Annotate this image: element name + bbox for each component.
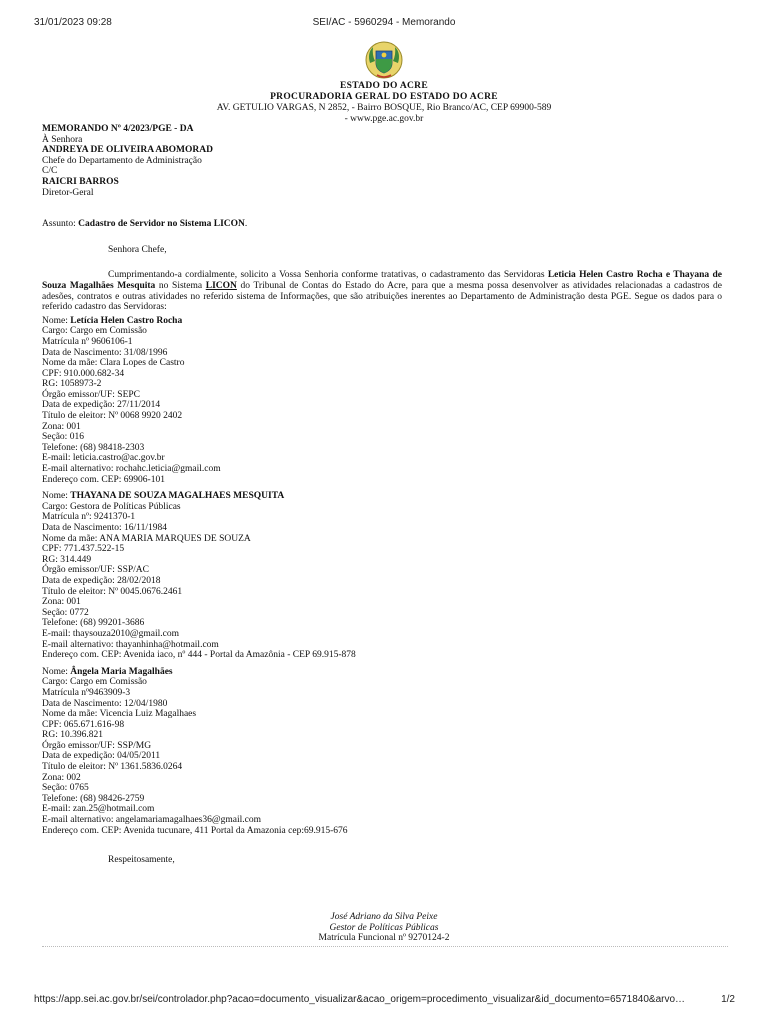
people-list <box>42 316 722 837</box>
letterhead-state: ESTADO DO ACRE <box>340 81 428 91</box>
person-name-label: Nome: <box>42 491 71 502</box>
cc-role: Diretor-Geral <box>42 187 94 198</box>
person-detail-line: Nome da mãe: Vicencia Luiz Magalhaes <box>42 709 197 720</box>
memo-content <box>42 124 722 866</box>
person-detail-line: E-mail: leticia.castro@ac.gov.br <box>42 453 165 464</box>
person-detail-line: Matrícula nº 9606106-1 <box>42 336 133 347</box>
signature-block <box>0 912 768 944</box>
person-detail-line: Data de expedição: 28/02/2018 <box>42 575 161 586</box>
person-detail-line: Título de eleitor: Nº 1361.5836.0264 <box>42 762 183 773</box>
memo-number: MEMORANDO Nº 4/2023/PGE - DA <box>42 124 194 134</box>
person-detail-line: Data de Nascimento: 31/08/1996 <box>42 347 168 358</box>
print-datetime: 31/01/2023 09:28 <box>34 17 112 28</box>
person-detail-line: E-mail alternativo: rochahc.leticia@gmail.com <box>42 464 221 475</box>
person-name-line <box>42 491 722 502</box>
person-detail-line: Matrícula nº9463909-3 <box>42 687 131 698</box>
person-detail-line: Telefone: (68) 99201-3686 <box>42 618 145 629</box>
salutation: Senhora Chefe, <box>108 244 167 255</box>
letterhead-address: AV. GETULIO VARGAS, N 2852, - Bairro BOSQUE, Rio Branco/AC, CEP 69900-589 <box>216 103 552 113</box>
person-detail-line: Endereço com. CEP: 69906-101 <box>42 474 165 485</box>
person-detail-line: Título de eleitor: Nº 0045.0676.2461 <box>42 586 183 597</box>
subject-label: Assunto: <box>42 219 76 230</box>
person-detail-line: Data de Nascimento: 12/04/1980 <box>42 698 168 709</box>
person-detail-line: Data de Nascimento: 16/11/1984 <box>42 523 167 533</box>
person-detail-line: Cargo: Cargo em Comissão <box>42 677 147 688</box>
page-url: https://app.sei.ac.gov.br/sei/controlador.php?acao=documento_visualizar&acao_origem=procedimento_visualizar&id_documento=6571840&arvo… <box>34 994 686 1005</box>
recipient-role: Chefe do Departamento de Administração <box>42 155 202 166</box>
person-detail-line: Órgão emissor/UF: SSP/AC <box>42 565 149 576</box>
person-name-label: Nome: <box>42 315 71 326</box>
body-text-1: Cumprimentando-a cordialmente, solicito a Vossa Senhoria conforme tratativas, o cadastramento das Servidoras <box>108 270 548 281</box>
person-record <box>42 667 722 837</box>
person-detail-line: Zona: 001 <box>42 421 81 432</box>
person-detail-line: Órgão emissor/UF: SEPC <box>42 389 141 400</box>
closing: Respeitosamente, <box>108 855 175 866</box>
browser-print-header <box>0 17 768 31</box>
subject-end: . <box>244 219 248 230</box>
cc-name: RAICRI BARROS <box>42 176 119 187</box>
signature-registration: Matrícula Funcional nº 9270124-2 <box>318 933 450 944</box>
person-detail-line: E-mail alternativo: angelamariamagalhaes36@gmail.com <box>42 815 261 826</box>
person-detail-line: CPF: 771.437.522-15 <box>42 544 125 555</box>
person-detail-line: Órgão emissor/UF: SSP/MG <box>42 740 152 751</box>
body-licon: LICON <box>205 280 237 291</box>
person-detail-line: Zona: 001 <box>42 597 81 608</box>
person-detail-line: Zona: 002 <box>42 772 81 783</box>
person-name: Letícia Helen Castro Rocha <box>70 315 183 326</box>
person-detail-line: CPF: 065.671.616-98 <box>42 719 125 730</box>
letterhead <box>0 81 768 125</box>
person-detail-line: Cargo: Gestora de Políticas Públicas <box>42 501 181 512</box>
browser-print-footer <box>0 994 768 1008</box>
state-coat-of-arms-icon <box>363 39 405 81</box>
person-record <box>42 491 722 661</box>
person-detail-line: RG: 314.449 <box>42 554 92 565</box>
subject-text: Cadastro de Servidor no Sistema LICON <box>78 219 245 230</box>
page-number: 1/2 <box>721 994 735 1005</box>
person-detail-line: Telefone: (68) 98426-2759 <box>42 793 145 804</box>
person-name: THAYANA DE SOUZA MAGALHAES MESQUITA <box>70 491 285 502</box>
person-detail-line: Telefone: (68) 98418-2303 <box>42 442 145 453</box>
body-text-2: no Sistema <box>155 280 206 291</box>
person-detail-line: Nome da mãe: ANA MARIA MARQUES DE SOUZA <box>42 533 251 544</box>
person-detail-line: Seção: 016 <box>42 432 84 443</box>
person-detail-line: Data de expedição: 27/11/2014 <box>42 400 161 411</box>
divider <box>42 946 728 947</box>
person-detail-line: Data de expedição: 04/05/2011 <box>42 751 161 762</box>
person-detail-line: Endereço com. CEP: Avenida iaco, nº 444 - Portal da Amazônia - CEP 69.915-878 <box>42 650 356 661</box>
person-detail-line: Endereço com. CEP: Avenida tucunare, 411 Portal da Amazonia cep:69.915-676 <box>42 825 348 836</box>
signature-name: José Adriano da Silva Peixe <box>330 912 438 922</box>
letterhead-website: - www.pge.ac.gov.br <box>344 114 424 124</box>
cc-label: C/C <box>42 166 58 177</box>
person-detail-line: Seção: 0765 <box>42 783 89 794</box>
person-name: Ângela Maria Magalhães <box>70 666 173 677</box>
person-name-line <box>42 667 722 678</box>
person-detail-line: RG: 10.396.821 <box>42 730 103 741</box>
person-detail-line: Nome da mãe: Clara Lopes de Castro <box>42 358 185 369</box>
signature-role: Gestor de Políticas Públicas <box>329 922 439 933</box>
recipient-name: ANDREYA DE OLIVEIRA ABOMORAD <box>42 145 213 156</box>
person-detail-line: CPF: 910.000.682-34 <box>42 368 125 379</box>
body-names: Leticia Helen Castro Rocha e Thayana de Souza Magalhães Mesquita <box>42 270 722 291</box>
person-detail-line: E-mail alternativo: thayanhinha@hotmail.com <box>42 639 219 650</box>
recipient-prefix: À Senhora <box>42 134 83 145</box>
body-text-3: do Tribunal de Contas do Estado do Acre, para que a mesma possa desenvolver as atividades relacionadas a cadastros de adesões, contratos e outras atividades no referido sistema de Informações, que são atribuições inerentes ao Departamento de Administração desta PGE. Segue os dados para o referido cadastro das Servidoras: <box>42 280 722 313</box>
person-detail-line: RG: 1058973-2 <box>42 379 102 390</box>
body-paragraph <box>42 270 722 312</box>
person-record <box>42 316 722 486</box>
person-detail-line: Cargo: Cargo em Comissão <box>42 326 147 337</box>
person-detail-line: E-mail: zan.25@hotmail.com <box>42 804 155 815</box>
person-detail-line: E-mail: thaysouza2010@gmail.com <box>42 628 179 639</box>
person-detail-line: Título de eleitor: Nº 0068 9920 2402 <box>42 411 183 422</box>
letterhead-agency: PROCURADORIA GERAL DO ESTADO DO ACRE <box>270 92 498 102</box>
person-name-label: Nome: <box>42 666 71 677</box>
subject-line <box>42 219 722 230</box>
person-detail-line: Seção: 0772 <box>42 607 89 618</box>
person-name-line <box>42 316 722 327</box>
document-title: SEI/AC - 5960294 - Memorando <box>312 17 456 28</box>
person-detail-line: Matrícula nº: 9241370-1 <box>42 512 136 523</box>
